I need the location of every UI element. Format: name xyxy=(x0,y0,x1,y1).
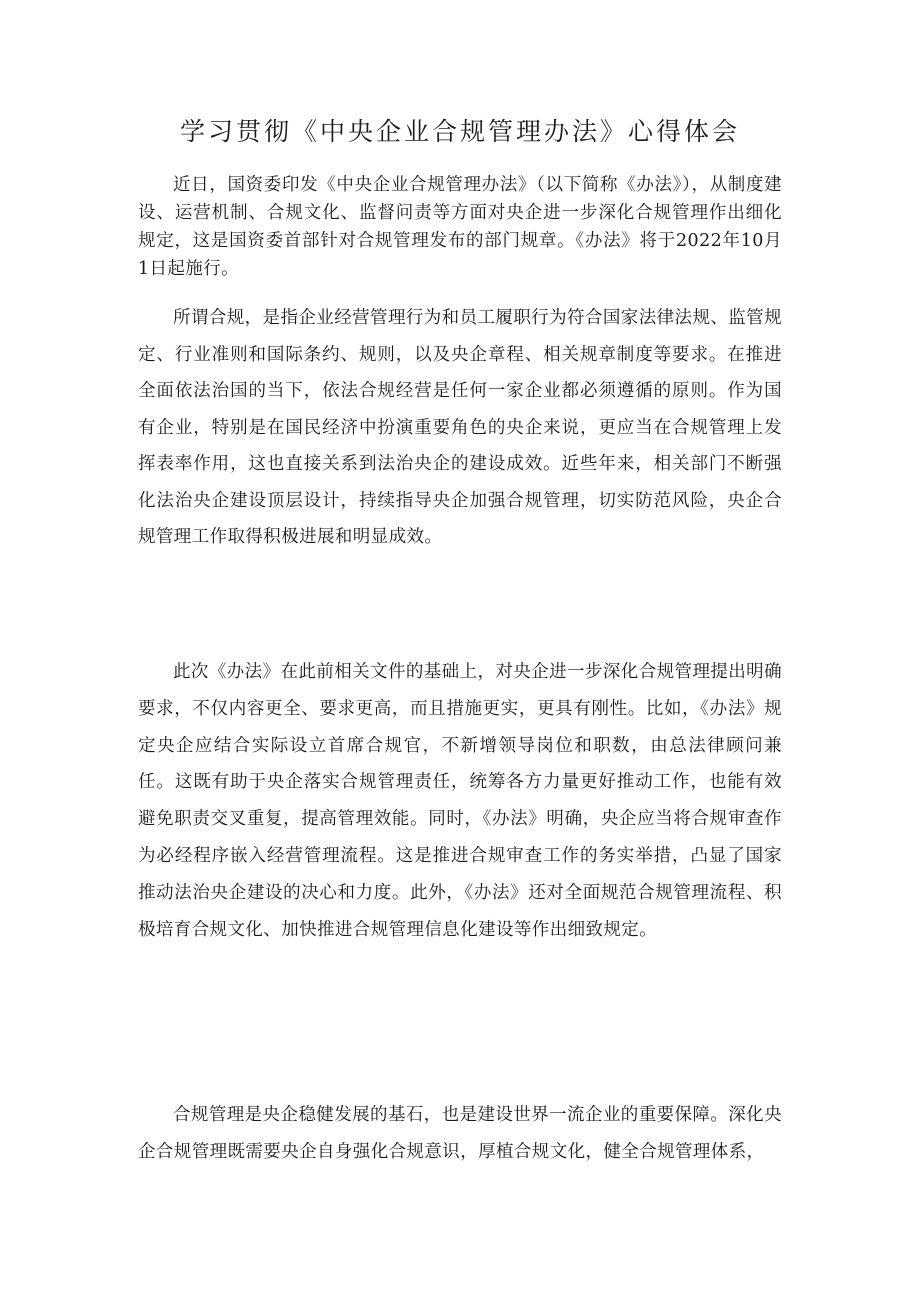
paragraph-measures-requirements: 此次《办法》在此前相关文件的基础上，对央企进一步深化合规管理提出明确要求，不仅内容更全、要求更高，而且措施更实，更具有刚性。比如，《办法》规定央企应结合实际设立首席合规官，不新增领导岗位和职数，由总法律顾问兼任。这既有助于央企落实合规管理责任，统筹各方力量更好推动工作，也能有效避免职责交叉重复，提高管理效能。同时，《办法》明确，央企应当将合规审查作为必经程序嵌入经营管理流程。这是推进合规审查工作的务实举措，凸显了国家推动法治央企建设的决心和力度。此外，《办法》还对全面规范合规管理流程、积极培育合规文化、加快推进合规管理信息化建设等作出细致规定。 xyxy=(138,662,782,940)
document-title: 学习贯彻《中央企业合规管理办法》心得体会 xyxy=(179,117,740,146)
paragraph-compliance-definition: 所谓合规，是指企业经营管理行为和员工履职行为符合国家法律法规、监管规定、行业准则和国际条约、规则，以及央企章程、相关规章制度等要求。在推进全面依法治国的当下，依法合规经营是任何一家企业都必须遵循的原则。作为国有企业，特别是在国民经济中扮演重要角色的央企来说，更应当在合规管理上发挥表率作用，这也直接关系到法治央企的建设成效。近些年来，相关部门不断强化法治央企建设顶层设计，持续指导央企加强合规管理，切实防范风险，央企合规管理工作取得积极进展和明显成效。 xyxy=(138,308,782,547)
paragraph-cornerstone: 合规管理是央企稳健发展的基石，也是建设世界一流企业的重要保障。深化央企合规管理既需要央企自身强化合规意识，厚植合规文化，健全合规管理体系， xyxy=(138,1105,782,1162)
intro-paragraph: 近日，国资委印发《中央企业合规管理办法》（以下简称《办法》），从制度建设、运营机制、合规文化、监督问责等方面对央企进一步深化合规管理作出细化规定，这是国资委首部针对合规管理发布的部门规章。《办法》将于2022年10月1日起施行。 xyxy=(138,175,782,279)
